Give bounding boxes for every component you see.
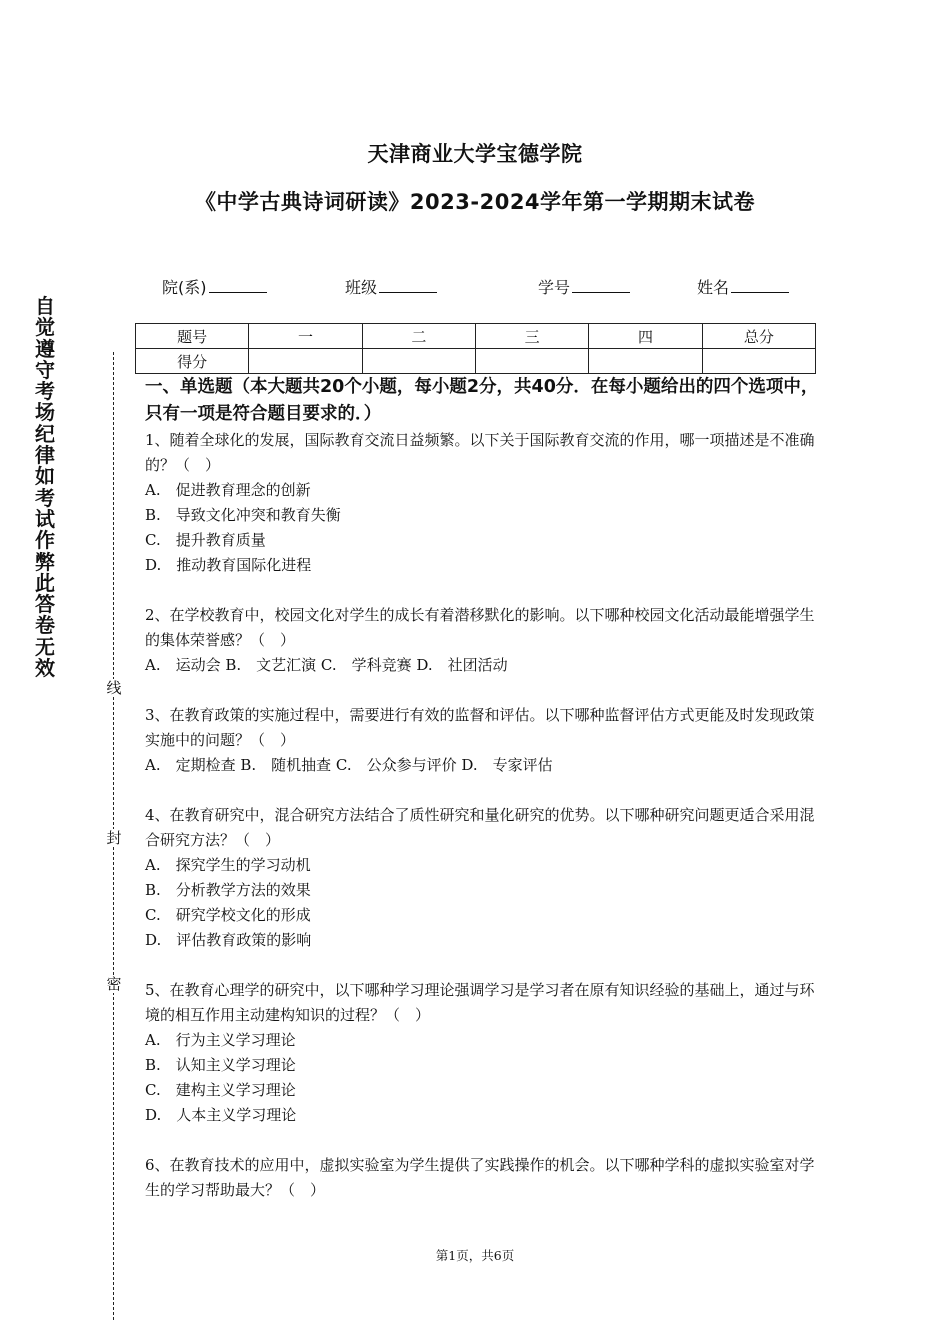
score-cell [702,349,815,374]
question-item [145,603,825,678]
exam-course-title: 《中学古典诗词研读》2023-2024学年第一学期期末试卷 [194,190,756,214]
student-id-blank [572,278,630,293]
score-cell: 题号 [136,324,249,349]
score-cell [589,349,702,374]
question-option: D. 推动教育国际化进程 [145,556,312,574]
class-blank [379,278,437,293]
question-item [145,703,825,778]
student-id-field [538,275,630,298]
question-stem: 1、随着全球化的发展，国际教育交流日益频繁。以下关于国际教育交流的作用，哪一项描述是不准确的？（ ） [145,431,815,474]
question-option: A. 探究学生的学习动机 [145,856,311,874]
name-blank [731,278,789,293]
exam-school-title: 天津商业大学宝德学院 [367,142,583,166]
question-option: A. 定期检查 B. 随机抽查 C. 公众参与评价 D. 专家评估 [145,756,553,774]
score-cell: 得分 [136,349,249,374]
question-item [145,803,825,953]
score-cell: 一 [249,324,362,349]
class-label: 班级 [345,278,378,297]
score-cell: 四 [589,324,702,349]
exam-discipline-notice: 自觉遵守考场纪律如考试作弊此答卷无效 [35,294,55,681]
question-stem: 6、在教育技术的应用中，虚拟实验室为学生提供了实践操作的机会。以下哪种学科的虚拟实验室对学生的学习帮助最大？（ ） [145,1156,815,1199]
question-stem: 2、在学校教育中，校园文化对学生的成长有着潜移默化的影响。以下哪种校园文化活动最能增强学生的集体荣誉感？（ ） [145,606,815,649]
question-option: A. 促进教育理念的创新 [145,481,311,499]
score-table-header-row [136,324,816,349]
score-table [135,323,816,374]
question-stem: 4、在教育研究中，混合研究方法结合了质性研究和量化研究的优势。以下哪种研究问题更适合采用混合研究方法？（ ） [145,806,815,849]
question-option: B. 分析教学方法的效果 [145,881,311,899]
question-content [145,374,825,1203]
section-title: 一、单选题（本大题共20个小题，每小题2分，共40分．在每小题给出的四个选项中，只有一项是符合题目要求的．） [145,377,819,424]
page-number: 第1页，共6页 [435,1248,515,1263]
score-cell [249,349,362,374]
name-field [697,275,789,298]
question-item [145,1153,825,1203]
question-option: B. 认知主义学习理论 [145,1056,296,1074]
score-cell: 二 [362,324,475,349]
department-field [162,275,267,298]
question-stem: 3、在教育政策的实施过程中，需要进行有效的监督和评估。以下哪种监督评估方式更能及时发现政策实施中的问题？（ ） [145,706,815,749]
question-option: D. 评估教育政策的影响 [145,931,312,949]
score-cell: 三 [475,324,588,349]
binding-mark-seal: 封 [104,829,124,847]
binding-mark-line: 线 [104,679,124,697]
question-item [145,978,825,1128]
student-id-label: 学号 [538,278,571,297]
department-blank [209,278,267,293]
question-option: A. 行为主义学习理论 [145,1031,296,1049]
question-option: B. 导致文化冲突和教育失衡 [145,506,341,524]
question-option: C. 建构主义学习理论 [145,1081,296,1099]
score-cell [475,349,588,374]
binding-mark-secret: 密 [104,975,124,993]
score-table-score-row [136,349,816,374]
department-label: 院(系) [162,278,207,297]
question-option: C. 研究学校文化的形成 [145,906,311,924]
name-label: 姓名 [697,278,730,297]
question-option: A. 运动会 B. 文艺汇演 C. 学科竞赛 D. 社团活动 [145,656,508,674]
question-option: C. 提升教育质量 [145,531,266,549]
question-stem: 5、在教育心理学的研究中，以下哪种学习理论强调学习是学习者在原有知识经验的基础上，通过与环境的相互作用主动建构知识的过程？（ ） [145,981,815,1024]
question-item [145,428,825,578]
question-option: D. 人本主义学习理论 [145,1106,297,1124]
score-cell [362,349,475,374]
score-cell: 总分 [702,324,815,349]
class-field [345,275,437,298]
